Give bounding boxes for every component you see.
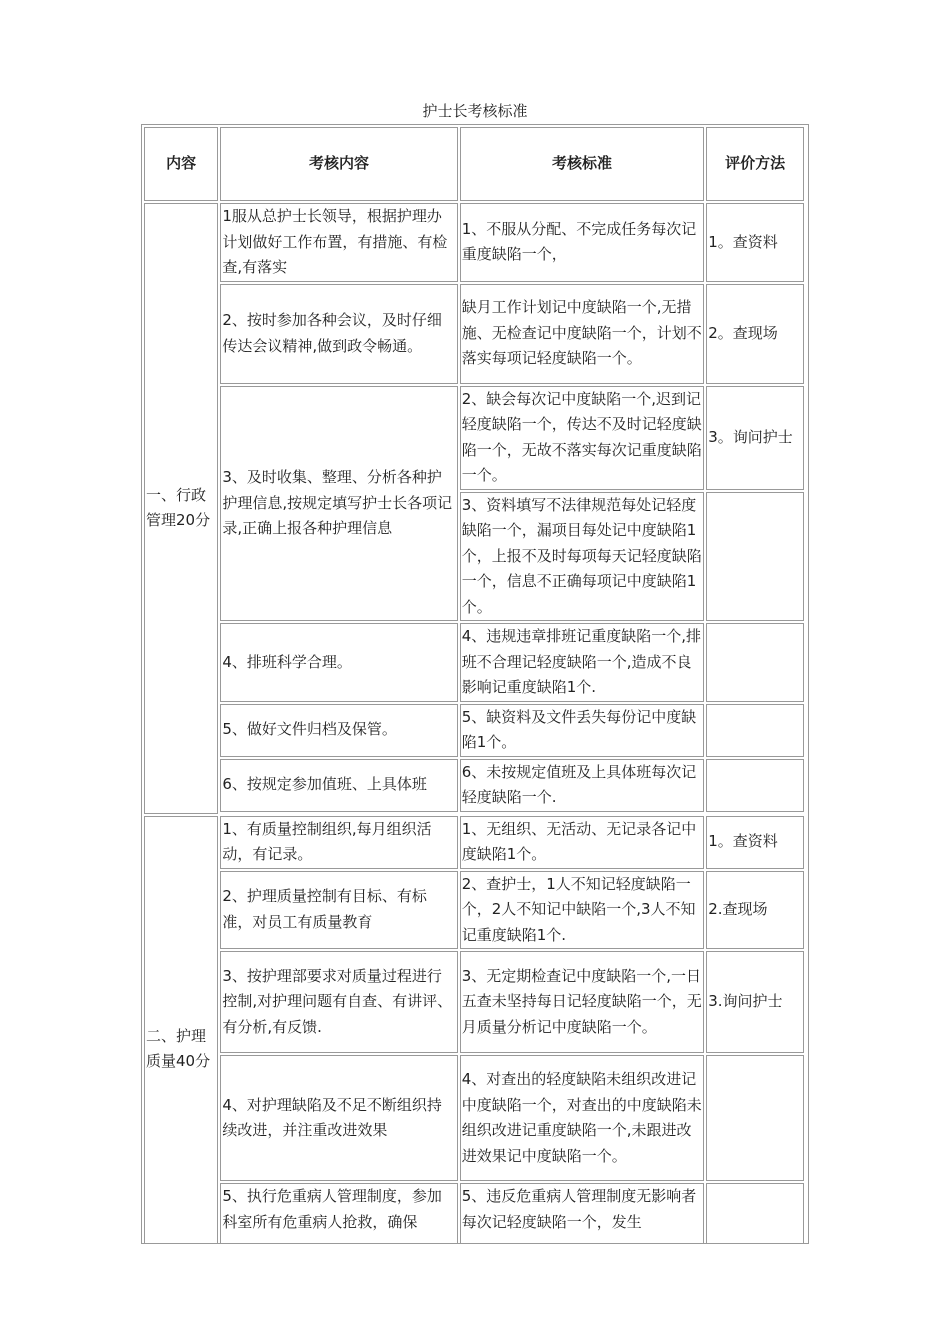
table-row [144, 816, 804, 869]
section-label: 二、护理质量40分 [144, 816, 218, 1245]
assessment-standard: 1、无组织、无活动、无记录各记中度缺陷1个。 [460, 816, 704, 869]
assessment-content: 3、及时收集、整理、分析各种护护理信息,按规定填写护士长各项记录,正确上报各种护理信息 [220, 386, 457, 622]
section-label: 一、行政管理20分 [144, 203, 218, 814]
assessment-standard: 缺月工作计划记中度缺陷一个,无措施、无检查记中度缺陷一个，计划不落实每项记轻度缺陷一个。 [460, 284, 704, 384]
table-header-row [144, 127, 804, 201]
assessment-method [706, 759, 804, 812]
assessment-method: 2。查现场 [706, 284, 804, 384]
assessment-standard: 1、不服从分配、不完成任务每次记重度缺陷一个， [460, 203, 704, 282]
assessment-method: 2.查现场 [706, 871, 804, 950]
assessment-content: 4、排班科学合理。 [220, 623, 457, 702]
assessment-content: 2、按时参加各种会议，及时仔细传达会议精神,做到政令畅通。 [220, 284, 457, 384]
assessment-content: 5、做好文件归档及保管。 [220, 704, 457, 757]
assessment-content: 6、按规定参加值班、上具体班 [220, 759, 457, 812]
assessment-standard: 2、缺会每次记中度缺陷一个,迟到记轻度缺陷一个，传达不及时记轻度缺陷一个，无故不落实每次记重度缺陷一个。 [460, 386, 704, 490]
assessment-standard: 3、无定期检查记中度缺陷一个,一日五查未坚持每日记轻度缺陷一个，无月质量分析记中度缺陷一个。 [460, 951, 704, 1053]
assessment-method [706, 623, 804, 702]
assessment-table [142, 125, 806, 1244]
assessment-method [706, 492, 804, 622]
table-row [144, 1055, 804, 1181]
assessment-method: 3.询问护士 [706, 951, 804, 1053]
table-row [144, 951, 804, 1053]
table-row [144, 203, 804, 282]
assessment-method [706, 1055, 804, 1181]
table-row [144, 871, 804, 950]
assessment-content: 1服从总护士长领导，根据护理办计划做好工作布置，有措施、有检查,有落实 [220, 203, 457, 282]
table-row [144, 284, 804, 384]
assessment-standard: 5、缺资料及文件丢失每份记中度缺陷1个。 [460, 704, 704, 757]
assessment-method: 3。询问护士 [706, 386, 804, 490]
table-row [144, 623, 804, 702]
assessment-content: 4、对护理缺陷及不足不断组织持续改进，并注重改进效果 [220, 1055, 457, 1181]
assessment-content: 3、按护理部要求对质量过程进行控制,对护理问题有自查、有讲评、有分析,有反馈. [220, 951, 457, 1053]
assessment-content: 1、有质量控制组织,每月组织活动，有记录。 [220, 816, 457, 869]
assessment-content: 2、护理质量控制有目标、有标准，对员工有质量教育 [220, 871, 457, 950]
assessment-standard: 6、未按规定值班及上具体班每次记轻度缺陷一个. [460, 759, 704, 812]
assessment-standard: 3、资料填写不法律规范每处记轻度缺陷一个，漏项目每处记中度缺陷1个，上报不及时每项每天记轻度缺陷一个，信息不正确每项记中度缺陷1个。 [460, 492, 704, 622]
assessment-table-container [141, 124, 809, 1244]
assessment-standard: 2、查护士，1人不知记轻度缺陷一个，2人不知记中缺陷一个,3人不知记重度缺陷1个. [460, 871, 704, 950]
page-title: 护士长考核标准 [422, 102, 528, 120]
header-standard: 考核标准 [460, 127, 704, 201]
assessment-standard: 5、违反危重病人管理制度无影响者每次记轻度缺陷一个，发生 [460, 1183, 704, 1244]
assessment-method: 1。查资料 [706, 816, 804, 869]
assessment-method [706, 1183, 804, 1244]
assessment-standard: 4、违规违章排班记重度缺陷一个,排班不合理记轻度缺陷一个,造成不良影响记重度缺陷1个. [460, 623, 704, 702]
assessment-standard: 4、对查出的轻度缺陷未组织改进记中度缺陷一个，对查出的中度缺陷未组织改进记重度缺陷一个,未跟进改进效果记中度缺陷一个。 [460, 1055, 704, 1181]
table-row [144, 1183, 804, 1244]
assessment-method [706, 704, 804, 757]
assessment-content: 5、执行危重病人管理制度，参加科室所有危重病人抢救，确保 [220, 1183, 457, 1244]
table-row [144, 386, 804, 490]
header-method: 评价方法 [706, 127, 804, 201]
header-category: 内容 [144, 127, 218, 201]
table-row [144, 759, 804, 812]
table-row [144, 704, 804, 757]
header-content: 考核内容 [220, 127, 457, 201]
assessment-method: 1。查资料 [706, 203, 804, 282]
